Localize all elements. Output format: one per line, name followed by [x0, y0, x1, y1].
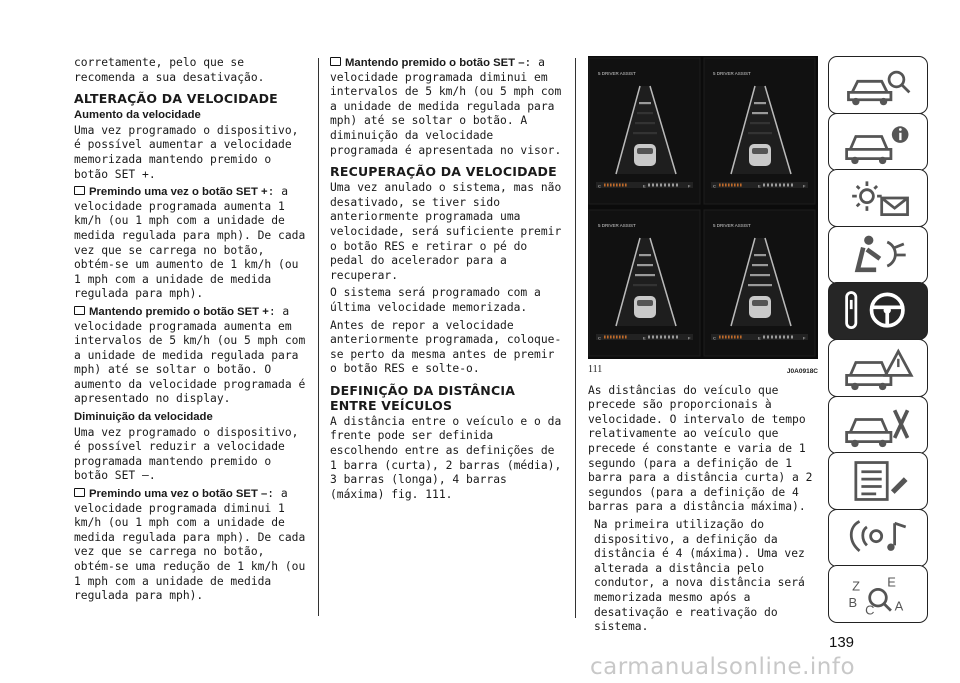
display-panel [704, 58, 815, 204]
fuel-gauge-segment [775, 184, 777, 187]
fuel-gauge-segment [668, 184, 670, 187]
watermark: carmanualsonline.info [590, 654, 856, 680]
temp-gauge-segment [731, 336, 733, 339]
temp-gauge-segment [722, 184, 724, 187]
distance-bar [754, 102, 766, 104]
figure-code: J0A0918C [786, 368, 818, 375]
gauge-label-right: F [803, 335, 806, 341]
bullet-label: Mantendo premido o botão SET + [89, 305, 269, 318]
chapter-tab-airbag-seat[interactable] [828, 226, 928, 284]
fuel-gauge-segment [676, 336, 678, 339]
temp-gauge-segment [619, 336, 621, 339]
temp-gauge-segment [607, 184, 609, 187]
chapter-tab-key-steering-wheel[interactable] [828, 282, 928, 340]
display-panel [704, 210, 815, 356]
panel-title: 5 DRIVER ASSIST [598, 71, 636, 76]
temp-gauge-segment [725, 184, 727, 187]
subheading-decrease: Diminuição da velocidade [74, 411, 213, 424]
temp-gauge-segment [734, 336, 736, 339]
car-icon [634, 144, 656, 166]
temp-gauge-segment [622, 336, 624, 339]
temp-gauge-segment [613, 184, 615, 187]
temp-gauge-segment [604, 336, 606, 339]
temp-gauge-segment [728, 184, 730, 187]
temp-gauge-segment [722, 336, 724, 339]
temp-gauge-segment [740, 336, 742, 339]
bullet-text: : a velocidade programada aumenta 1 km/h (ou 1 mph com a unidade de medida regulada para mph). De cada vez que se carrega no botão, obtém-se um aumento de 1 km/h (ou 1 mph com a unidade de medida regulada para mph). [74, 185, 306, 301]
text-column-1 [74, 56, 306, 607]
svg-text:B: B [848, 595, 858, 611]
distance-bar [750, 274, 770, 276]
chapter-tab-car-tools[interactable] [828, 396, 928, 454]
fuel-gauge-segment [763, 184, 765, 187]
text-column-3 [588, 56, 818, 638]
fuel-gauge-segment [771, 336, 773, 339]
car-icon [634, 296, 656, 318]
driver-assist-display-grid [588, 56, 818, 359]
temp-gauge-segment [731, 184, 733, 187]
fuel-gauge-segment [672, 336, 674, 339]
airbag-seat-icon [834, 231, 922, 279]
subheading-increase: Aumento da velocidade [74, 109, 201, 122]
temp-gauge-segment [625, 184, 627, 187]
fuel-gauge-segment [648, 336, 650, 339]
car-search-icon [834, 61, 922, 109]
fuel-gauge-segment [767, 336, 769, 339]
panel-title: 5 DRIVER ASSIST [713, 71, 751, 76]
bullet-text: : a velocidade programada diminui 1 km/h (ou 1 mph com a unidade de medida regulada para mph). De cada vez que se carrega no botão, obtém-se uma redução de 1 km/h (ou 1 mph com a unidade de medida regulada para mph). [74, 487, 306, 603]
panel-title: 5 DRIVER ASSIST [598, 223, 636, 228]
chapter-tab-car-info[interactable] [828, 113, 928, 171]
car-window-icon [752, 148, 768, 154]
page-number: 139 [829, 634, 855, 651]
list-specs-icon [834, 457, 922, 505]
gauge-label-left: C [713, 335, 716, 341]
column-divider [318, 58, 319, 616]
distance-explanation-paragraph: As distâncias do veículo que precede são proporcionais à velocidade. O intervalo de tempo relativamente ao veículo que precede é constante e varia de 1 segundo (para a definição de 1 barra para a distância curta) a 2 segundos (para a definição de 4 barras para a distância máxima). [588, 383, 813, 514]
svg-text:E: E [887, 575, 896, 591]
fuel-gauge-segment [660, 184, 662, 187]
car-window-icon [637, 300, 653, 306]
chapter-tab-list-specs[interactable] [828, 452, 928, 510]
fuel-gauge-segment [656, 184, 658, 187]
fuel-gauge-segment [664, 184, 666, 187]
distance-bar [633, 132, 657, 134]
temp-gauge-segment [625, 336, 627, 339]
fuel-gauge-segment [783, 184, 785, 187]
multimedia-icon [834, 514, 922, 562]
figure-caption [588, 363, 818, 380]
fuel-gauge-segment [672, 184, 674, 187]
temp-gauge-segment [622, 184, 624, 187]
chapter-tab-light-mail[interactable] [828, 169, 928, 227]
fuel-gauge-segment [783, 336, 785, 339]
distance-bar [750, 122, 770, 124]
gauge-label-left: C [713, 183, 716, 189]
svg-text:A: A [894, 599, 904, 615]
gauge-label-right: F [803, 183, 806, 189]
temp-gauge-segment [613, 336, 615, 339]
section-heading-distance: DEFINIÇÃO DA DISTÂNCIA ENTRE VEÍCULOS [330, 382, 516, 413]
temp-gauge-segment [616, 336, 618, 339]
temp-gauge-segment [725, 336, 727, 339]
fuel-gauge-segment [763, 336, 765, 339]
distance-bar [754, 254, 766, 256]
bullet-square-icon [330, 57, 341, 66]
chapter-tab-alphabet-index[interactable] [828, 565, 928, 623]
fuel-gauge-segment [791, 336, 793, 339]
chapter-tab-car-warning[interactable] [828, 339, 928, 397]
display-panel [589, 210, 700, 356]
fuel-gauge-segment [648, 184, 650, 187]
fuel-gauge-segment [664, 336, 666, 339]
svg-text:C: C [865, 602, 875, 618]
temp-gauge-segment [610, 336, 612, 339]
distance-bar [635, 274, 655, 276]
fuel-gauge-segment [771, 184, 773, 187]
temp-gauge-segment [737, 336, 739, 339]
bullet-label: Mantendo premido o botão SET – [345, 57, 525, 69]
intro-paragraph: corretamente, pelo que se recomenda a sua desativação. [74, 56, 265, 84]
fuel-gauge-segment [791, 184, 793, 187]
panel-title: 5 DRIVER ASSIST [713, 223, 751, 228]
fuel-gauge-segment [676, 184, 678, 187]
bullet-square-icon [74, 488, 85, 497]
fuel-gauge-segment [652, 184, 654, 187]
key-steering-wheel-icon [834, 287, 922, 335]
temp-gauge-segment [619, 184, 621, 187]
recovery-paragraph-1: Uma vez anulado o sistema, mas não desativado, se tiver sido anteriormente programada uma velocidade, será suficiente premir o botão RES e retirar o pé do pedal do acelerador para a recuperar. [330, 181, 562, 282]
temp-gauge-segment [607, 336, 609, 339]
distance-bar [637, 264, 653, 266]
temp-gauge-segment [604, 184, 606, 187]
first-use-paragraph: Na primeira utilização do dispositivo, a definição da distância é 4 (máxima). Uma vez alterada a distância pelo condutor, a nova distância será memorizada mesmo após a desativação e reativação do sistema. [594, 517, 805, 634]
temp-gauge-segment [740, 184, 742, 187]
fuel-gauge-segment [775, 336, 777, 339]
light-mail-icon [834, 174, 922, 222]
car-window-icon [637, 148, 653, 154]
alphabet-index-icon [834, 570, 922, 618]
figure-driver-assist-displays [588, 56, 818, 359]
gauge-label-left: C [598, 335, 601, 341]
gauge-label-e: E [643, 335, 646, 341]
bullet-label: Premindo uma vez o botão SET + [89, 186, 268, 199]
car-info-icon [834, 118, 922, 166]
car-icon [749, 144, 771, 166]
section-heading-speed-change: ALTERAÇÃO DA VELOCIDADE [74, 91, 278, 107]
bullet-text: : a velocidade programada diminui em intervalos de 5 km/h (ou 5 mph com a unidade de medida regulada para mph) até se soltar o botão. A diminuição da velocidade programada é apresentada no visor. [330, 56, 562, 157]
temp-gauge-segment [610, 184, 612, 187]
temp-gauge-segment [734, 184, 736, 187]
fuel-gauge-segment [779, 184, 781, 187]
bullet-label: Premindo uma vez o botão SET – [89, 488, 268, 501]
gauge-label-right: F [688, 183, 691, 189]
distance-bar [639, 254, 651, 256]
bullet-hold-set-minus [330, 56, 562, 158]
car-warning-icon [834, 344, 922, 392]
temp-gauge-segment [728, 336, 730, 339]
distance-bar [639, 102, 651, 104]
distance-paragraph: A distância entre o veículo e o da frente pode ser definida escolhendo entre as definições de 1 barra (curta), 2 barras (média), 3 barras (longa), 4 barras (máxima) fig. 111. [330, 414, 562, 501]
temp-gauge-segment [719, 336, 721, 339]
car-tools-icon [834, 401, 922, 449]
fuel-gauge-segment [767, 184, 769, 187]
recovery-paragraph-2: O sistema será programado com a última velocidade memorizada. [330, 286, 541, 314]
fuel-gauge-segment [779, 336, 781, 339]
decrease-paragraph: Uma vez programado o dispositivo, é possível reduzir a velocidade programada mantendo premido o botão SET –. [74, 425, 299, 483]
bullet-press-set-plus [74, 185, 306, 302]
chapter-tab-multimedia[interactable] [828, 509, 928, 567]
fuel-gauge-segment [652, 336, 654, 339]
text-column-2 [330, 56, 562, 505]
bullet-text: : a velocidade programada aumenta em intervalos de 5 km/h (ou 5 mph com a unidade de medida regulada para mph) até se soltar o botão. O aumento da velocidade programada é apresentado no display. [74, 304, 306, 406]
bullet-hold-set-plus [74, 305, 306, 407]
temp-gauge-segment [737, 184, 739, 187]
gauge-label-right: F [688, 335, 691, 341]
gauge-label-e: E [758, 335, 761, 341]
distance-bar [635, 122, 655, 124]
fuel-gauge-segment [787, 336, 789, 339]
fuel-gauge-segment [656, 336, 658, 339]
display-panel [589, 58, 700, 204]
distance-bar [633, 284, 657, 286]
gauge-label-e: E [643, 183, 646, 189]
increase-paragraph: Uma vez programado o dispositivo, é possível aumentar a velocidade memorizada mantendo premido o botão SET +. [74, 123, 299, 181]
figure-number: 111 [588, 364, 603, 375]
distance-bar [752, 264, 768, 266]
bullet-press-set-minus [74, 487, 306, 604]
gauge-label-e: E [758, 183, 761, 189]
svg-text:Z: Z [852, 578, 861, 594]
temp-gauge-segment [719, 184, 721, 187]
bullet-square-icon [74, 306, 85, 315]
recovery-paragraph-3: Antes de repor a velocidade anteriormente programada, coloque-se perto da mesma antes de premir o botão RES e solte-o. [330, 318, 562, 376]
distance-bar [748, 284, 772, 286]
fuel-gauge-segment [660, 336, 662, 339]
gauge-label-left: C [598, 183, 601, 189]
distance-bar [748, 132, 772, 134]
fuel-gauge-segment [668, 336, 670, 339]
temp-gauge-segment [616, 184, 618, 187]
car-icon [749, 296, 771, 318]
car-window-icon [752, 300, 768, 306]
distance-bar [637, 112, 653, 114]
distance-bar [752, 112, 768, 114]
chapter-tab-car-search[interactable] [828, 56, 928, 114]
bullet-square-icon [74, 186, 85, 195]
fuel-gauge-segment [787, 184, 789, 187]
column-divider [575, 58, 576, 618]
section-heading-speed-recovery: RECUPERAÇÃO DA VELOCIDADE [330, 164, 557, 180]
